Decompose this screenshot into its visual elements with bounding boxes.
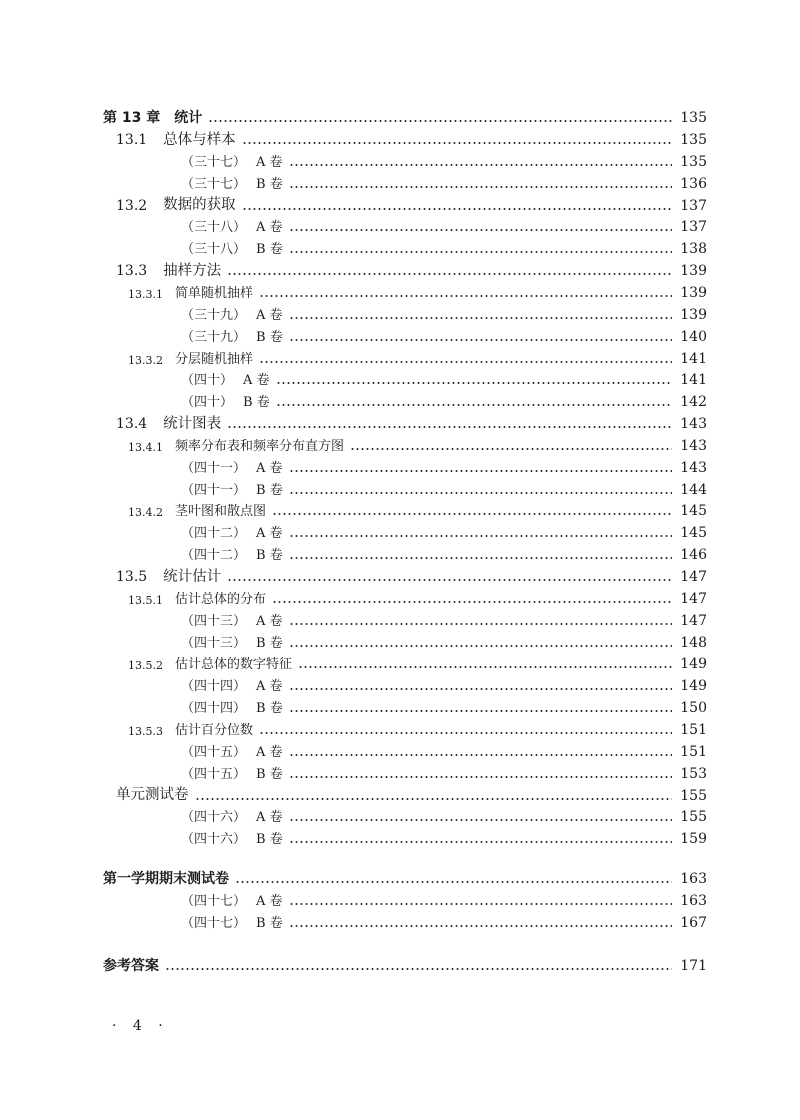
- page-number: 143: [680, 437, 707, 454]
- page-number: 146: [680, 547, 707, 564]
- page-number: 136: [680, 175, 707, 192]
- exam-number: （三十八）: [181, 220, 247, 236]
- section-number: 13.2: [116, 197, 148, 214]
- section-title: 分层随机抽样: [175, 351, 254, 367]
- dot-leader: [289, 819, 673, 821]
- page-number: 142: [680, 394, 707, 411]
- page-number: 145: [680, 525, 707, 542]
- answers-heading[interactable]: [103, 951, 707, 973]
- exam-entry[interactable]: [181, 540, 707, 562]
- exam-version: B 卷: [256, 832, 283, 848]
- page-number: 150: [680, 700, 707, 717]
- dot-leader: [195, 798, 673, 800]
- page-number: 140: [680, 328, 707, 345]
- exam-version: B 卷: [256, 701, 283, 717]
- exam-number: （四十二）: [181, 548, 247, 564]
- exam-number: （四十一）: [181, 460, 247, 476]
- page-number: 149: [680, 678, 707, 695]
- exam-entry[interactable]: [181, 147, 707, 169]
- page-number: 151: [680, 721, 707, 738]
- exam-number: （四十五）: [181, 744, 247, 760]
- exam-number: （三十九）: [181, 307, 247, 323]
- unit-test-entry[interactable]: [116, 781, 707, 803]
- section-title: 频率分布表和频率分布直方图: [175, 438, 345, 454]
- dot-leader: [227, 426, 672, 428]
- page-number: 151: [680, 743, 707, 760]
- subsection-entry[interactable]: [128, 715, 707, 737]
- dot-leader: [235, 881, 672, 883]
- dot-leader: [276, 404, 673, 406]
- section-number: 13.3: [116, 263, 148, 280]
- page-number: 139: [680, 306, 707, 323]
- section-title: 估计百分位数: [175, 722, 254, 738]
- exam-number: （四十）: [181, 395, 234, 411]
- page-number: 137: [680, 219, 707, 236]
- subsection-entry[interactable]: [128, 344, 707, 366]
- section-number: 13.4.2: [128, 506, 163, 520]
- page-number: 145: [680, 503, 707, 520]
- exam-entry[interactable]: [181, 322, 707, 344]
- section-entry[interactable]: [116, 409, 707, 431]
- section-entry[interactable]: [116, 125, 707, 147]
- exam-entry[interactable]: [181, 671, 707, 693]
- exam-entry[interactable]: [181, 606, 707, 628]
- exam-number: （四十四）: [181, 701, 247, 717]
- exam-version: A 卷: [256, 460, 283, 476]
- page-number: 148: [680, 634, 707, 651]
- exam-entry[interactable]: [181, 908, 707, 930]
- section-title: 估计总体的分布: [175, 591, 267, 607]
- dot-leader: [289, 710, 673, 712]
- answers-title: 参考答案: [103, 958, 159, 974]
- final-exam-title: 第一学期期末测试卷: [103, 871, 229, 887]
- exam-version: A 卷: [256, 526, 283, 542]
- dot-leader: [289, 645, 673, 647]
- exam-entry[interactable]: [181, 737, 707, 759]
- section-entry[interactable]: [116, 256, 707, 278]
- section-entry[interactable]: [116, 191, 707, 213]
- exam-version: B 卷: [256, 635, 283, 651]
- subsection-entry[interactable]: [128, 278, 707, 300]
- exam-entry[interactable]: [181, 475, 707, 497]
- dot-leader: [208, 120, 672, 122]
- page-number: 147: [680, 590, 707, 607]
- exam-entry[interactable]: [181, 886, 707, 908]
- exam-entry[interactable]: [181, 759, 707, 781]
- exam-version: B 卷: [256, 242, 283, 258]
- exam-number: （四十七）: [181, 894, 247, 909]
- dot-leader: [289, 164, 673, 166]
- subsection-entry[interactable]: [128, 496, 707, 518]
- dot-leader: [289, 903, 673, 905]
- exam-number: （四十六）: [181, 810, 247, 826]
- exam-number: （四十二）: [181, 526, 247, 542]
- dot-leader: [272, 513, 672, 515]
- page-number: 171: [680, 958, 707, 974]
- dot-leader: [289, 229, 673, 231]
- section-number: 13.4: [116, 416, 148, 433]
- section-number: 13.5: [116, 569, 148, 585]
- dot-leader: [227, 579, 672, 581]
- section-entry[interactable]: [116, 562, 707, 584]
- exam-version: A 卷: [256, 154, 283, 170]
- exam-version: B 卷: [256, 329, 283, 345]
- page-number: 159: [680, 831, 707, 848]
- page-number: 143: [680, 416, 707, 433]
- exam-version: B 卷: [256, 548, 283, 564]
- exam-number: （四十）: [181, 373, 234, 389]
- final-exam-heading[interactable]: [103, 864, 707, 886]
- dot-leader: [289, 535, 673, 537]
- section-title: 统计图表: [163, 415, 222, 432]
- dot-leader: [289, 492, 673, 494]
- exam-entry[interactable]: [181, 365, 707, 387]
- section-number: 13.3.2: [128, 353, 163, 367]
- section-title: 总体与样本: [163, 131, 236, 148]
- dot-leader: [289, 339, 673, 341]
- dot-leader: [289, 251, 673, 253]
- subsection-entry[interactable]: [128, 431, 707, 453]
- page-number: 155: [680, 809, 707, 826]
- dot-leader: [289, 925, 673, 927]
- dot-leader: [165, 968, 672, 970]
- exam-entry[interactable]: [181, 300, 707, 322]
- dot-leader: [289, 754, 673, 756]
- page-number: 155: [680, 787, 707, 804]
- subsection-entry[interactable]: [128, 649, 707, 671]
- page-number: 149: [680, 656, 707, 673]
- dot-leader: [289, 557, 673, 559]
- exam-version: B 卷: [256, 916, 283, 931]
- exam-entry[interactable]: [181, 212, 707, 234]
- section-number: 13.5.2: [128, 659, 163, 673]
- chapter-number: 第 13 章: [103, 110, 161, 126]
- dot-leader: [289, 623, 673, 625]
- exam-version: A 卷: [256, 810, 283, 826]
- dot-leader: [272, 601, 672, 603]
- exam-entry[interactable]: [181, 824, 707, 846]
- page-number: 138: [680, 241, 707, 258]
- exam-entry[interactable]: [181, 387, 707, 409]
- dot-leader: [289, 841, 673, 843]
- dot-leader: [289, 470, 673, 472]
- exam-number: （三十八）: [181, 242, 247, 258]
- dot-leader: [242, 208, 673, 210]
- dot-leader: [259, 732, 672, 734]
- exam-number: （四十七）: [181, 916, 247, 931]
- exam-number: （三十九）: [181, 329, 247, 345]
- section-title: 抽样方法: [163, 262, 222, 279]
- section-title: 单元测试卷: [116, 787, 189, 803]
- exam-entry[interactable]: [181, 453, 707, 475]
- page-number: 144: [680, 481, 707, 498]
- exam-number: （三十七）: [181, 176, 247, 192]
- page-number: 147: [680, 612, 707, 629]
- page-number: 141: [680, 372, 707, 389]
- exam-entry[interactable]: [181, 518, 707, 540]
- exam-version: A 卷: [256, 679, 283, 695]
- section-title: 数据的获取: [163, 197, 236, 214]
- section-title: 统计估计: [163, 568, 222, 585]
- dot-leader: [259, 361, 672, 363]
- exam-version: A 卷: [256, 220, 283, 236]
- exam-version: B 卷: [243, 395, 270, 411]
- page-number: 167: [680, 915, 707, 931]
- exam-number: （四十三）: [181, 613, 247, 629]
- dot-leader: [289, 317, 673, 319]
- section-number: 13.1: [116, 132, 148, 148]
- dot-leader: [289, 688, 673, 690]
- exam-version: A 卷: [243, 373, 270, 389]
- exam-number: （四十三）: [181, 635, 247, 651]
- page-number: 139: [680, 263, 707, 280]
- section-number: 13.5.3: [128, 724, 163, 738]
- section-title: 茎叶图和散点图: [175, 504, 267, 520]
- exam-entry[interactable]: [181, 802, 707, 824]
- page-number: 163: [680, 871, 707, 887]
- section-number: 13.4.1: [128, 440, 163, 454]
- exam-entry[interactable]: [181, 693, 707, 715]
- page-number: 143: [680, 459, 707, 476]
- exam-version: B 卷: [256, 766, 283, 782]
- page-number: 135: [680, 132, 707, 148]
- page-number: 141: [680, 350, 707, 367]
- page-number: 135: [680, 110, 707, 126]
- chapter-heading[interactable]: [103, 103, 707, 125]
- dot-leader: [289, 776, 673, 778]
- page-number: 153: [680, 765, 707, 782]
- section-number: 13.5.1: [128, 593, 163, 607]
- page-number: 137: [680, 197, 707, 214]
- section-title: 简单随机抽样: [175, 285, 254, 301]
- page-number: 135: [680, 153, 707, 170]
- subsection-entry[interactable]: [128, 584, 707, 606]
- page-number: 163: [680, 893, 707, 909]
- exam-entry[interactable]: [181, 234, 707, 256]
- exam-number: （三十七）: [181, 154, 247, 170]
- dot-leader: [259, 295, 672, 297]
- exam-version: A 卷: [256, 613, 283, 629]
- exam-number: （四十六）: [181, 832, 247, 848]
- section-number: 13.3.1: [128, 287, 163, 301]
- dot-leader: [298, 666, 672, 668]
- dot-leader: [242, 142, 673, 144]
- section-title: 估计总体的数字特征: [175, 657, 293, 673]
- dot-leader: [289, 186, 673, 188]
- exam-version: A 卷: [256, 744, 283, 760]
- page-number: 139: [680, 284, 707, 301]
- exam-number: （四十五）: [181, 766, 247, 782]
- exam-number: （四十四）: [181, 679, 247, 695]
- exam-version: A 卷: [256, 307, 283, 323]
- exam-number: （四十一）: [181, 482, 247, 498]
- page-number: 147: [680, 569, 707, 585]
- chapter-title: 统计: [174, 110, 203, 126]
- dot-leader: [276, 382, 673, 384]
- dot-leader: [227, 273, 672, 275]
- exam-version: B 卷: [256, 482, 283, 498]
- dot-leader: [350, 448, 672, 450]
- exam-entry[interactable]: [181, 628, 707, 650]
- page-footer-number: · 4 ·: [112, 1018, 169, 1034]
- exam-version: B 卷: [256, 176, 283, 192]
- exam-version: A 卷: [256, 894, 283, 909]
- exam-entry[interactable]: [181, 169, 707, 191]
